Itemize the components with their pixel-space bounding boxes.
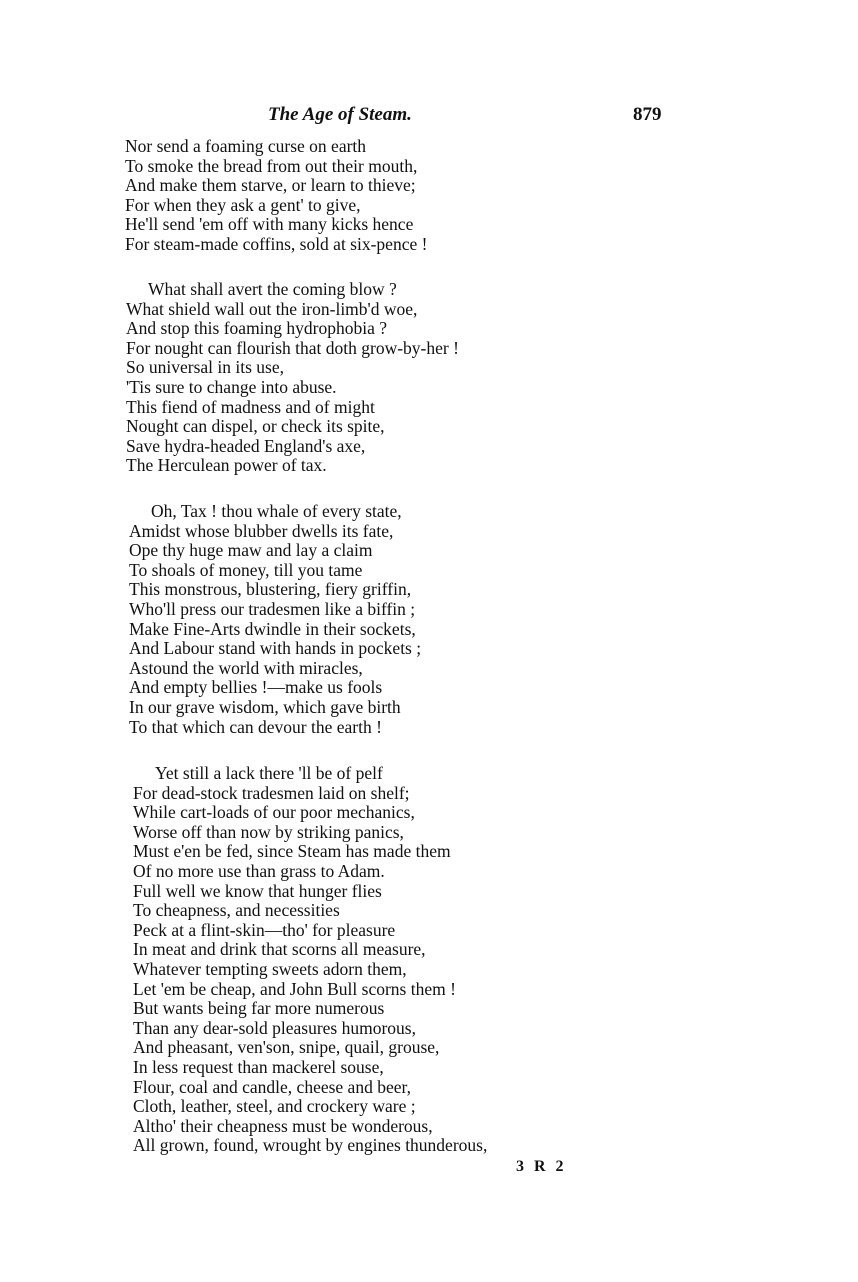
stanza-4 (133, 764, 487, 1156)
verse-line: What shield wall out the iron-limb'd woe, (126, 298, 418, 319)
verse-line: Make Fine-Arts dwindle in their sockets, (129, 618, 416, 639)
page-number: 879 (633, 104, 662, 125)
verse-line: For when they ask a gent' to give, (125, 194, 361, 215)
stanza-2 (126, 280, 459, 476)
verse-line: Of no more use than grass to Adam. (133, 860, 385, 881)
verse-line: 'Tis sure to change into abuse. (126, 376, 337, 397)
verse-line: Peck at a flint-skin—tho' for pleasure (133, 919, 396, 940)
verse-line: To that which can devour the earth ! (129, 716, 382, 737)
verse-line: Full well we know that hunger flies (133, 880, 382, 901)
verse-line: Altho' their cheapness must be wonderous, (133, 1115, 433, 1136)
verse-line: And make them starve, or learn to thieve; (125, 175, 416, 196)
verse-line: Flour, coal and candle, cheese and beer, (133, 1076, 411, 1097)
verse-line: Cloth, leather, steel, and crockery ware ; (133, 1096, 416, 1117)
verse-line: Must e'en be fed, since Steam has made them (133, 841, 451, 862)
verse-line: And pheasant, ven'son, snipe, quail, grouse, (133, 1037, 440, 1058)
verse-line: While cart-loads of our poor mechanics, (133, 802, 415, 823)
verse-line: Ope thy huge maw and lay a claim (129, 540, 373, 561)
verse-line: Nor send a foaming curse on earth (125, 136, 367, 156)
verse-line: What shall avert the coming blow ? (148, 279, 397, 299)
verse-line: Nought can dispel, or check its spite, (126, 416, 385, 437)
verse-line: Who'll press our tradesmen like a biffin ; (129, 598, 416, 619)
verse-line: Astound the world with miracles, (129, 657, 363, 678)
verse-line: He'll send 'em off with many kicks hence (125, 214, 414, 235)
signature-mark: 3 R 2 (516, 1158, 567, 1175)
verse-line: For dead-stock tradesmen laid on shelf; (133, 782, 410, 803)
verse-line: But wants being far more numerous (133, 998, 385, 1019)
verse-line: Oh, Tax ! thou whale of every state, (151, 501, 402, 521)
verse-line: This fiend of madness and of might (126, 396, 375, 417)
verse-line: All grown, found, wrought by engines thunderous, (133, 1135, 488, 1156)
verse-line: In our grave wisdom, which gave birth (129, 696, 401, 717)
verse-line: Let 'em be cheap, and John Bull scorns them ! (133, 978, 456, 999)
stanza-1 (125, 137, 427, 255)
verse-line: In meat and drink that scorns all measure, (133, 939, 426, 960)
verse-line: Yet still a lack there 'll be of pelf (155, 763, 383, 783)
verse-line: This monstrous, blustering, fiery griffin, (129, 579, 412, 600)
verse-line: To shoals of money, till you tame (129, 559, 363, 580)
verse-line: Whatever tempting sweets adorn them, (133, 958, 407, 979)
verse-line: Amidst whose blubber dwells its fate, (129, 520, 394, 541)
verse-line: To smoke the bread from out their mouth, (125, 155, 418, 176)
verse-line: To cheapness, and necessities (133, 900, 340, 921)
verse-line: So universal in its use, (126, 357, 284, 378)
stanza-3 (129, 502, 421, 737)
verse-line: Save hydra-headed England's axe, (126, 435, 366, 456)
verse-line: In less request than mackerel souse, (133, 1056, 384, 1077)
verse-line: For nought can flourish that doth grow-by-her ! (126, 337, 459, 358)
verse-line: Worse off than now by striking panics, (133, 821, 404, 842)
verse-line: Than any dear-sold pleasures humorous, (133, 1017, 416, 1038)
verse-line: For steam-made coffins, sold at six-pence ! (125, 233, 428, 254)
verse-line: The Herculean power of tax. (126, 455, 327, 476)
verse-line: And stop this foaming hydrophobia ? (126, 318, 388, 339)
running-title: The Age of Steam. (268, 104, 412, 125)
verse-line: And empty bellies !—make us fools (129, 677, 383, 698)
verse-line: And Labour stand with hands in pockets ; (129, 638, 422, 659)
page-header (0, 104, 858, 128)
